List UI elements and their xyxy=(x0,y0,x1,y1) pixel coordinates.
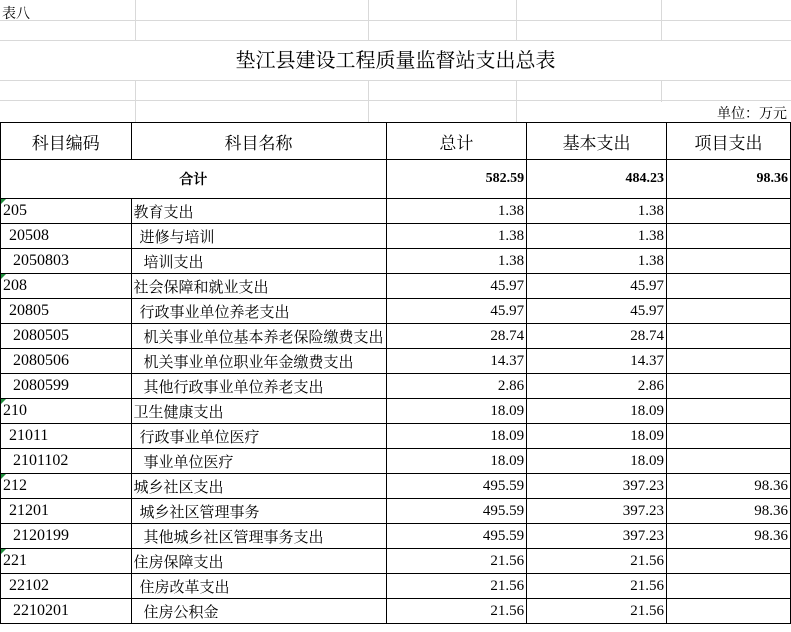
total-cell[interactable]: 2.86 xyxy=(386,374,527,399)
total-label[interactable]: 合计 xyxy=(1,160,387,199)
total-cell[interactable]: 1.38 xyxy=(386,199,527,224)
table-row xyxy=(1,474,791,499)
grid-line xyxy=(0,100,791,101)
name-cell[interactable]: 住房保障支出 xyxy=(131,549,386,574)
name-cell[interactable]: 其他城乡社区管理事务支出 xyxy=(131,524,386,549)
name-cell[interactable]: 培训支出 xyxy=(131,249,386,274)
code-cell[interactable]: 205 xyxy=(1,199,132,224)
total-project[interactable]: 98.36 xyxy=(666,160,790,199)
table-row xyxy=(1,499,791,524)
code-cell[interactable]: 2120199 xyxy=(1,524,132,549)
project-cell[interactable]: 98.36 xyxy=(666,524,790,549)
header-row xyxy=(1,123,791,160)
basic-cell[interactable]: 21.56 xyxy=(527,574,667,599)
name-cell[interactable]: 行政事业单位养老支出 xyxy=(131,299,386,324)
project-cell[interactable] xyxy=(666,199,790,224)
project-cell[interactable]: 98.36 xyxy=(666,474,790,499)
total-cell[interactable]: 45.97 xyxy=(386,274,527,299)
project-cell[interactable] xyxy=(666,324,790,349)
grid-line xyxy=(135,0,136,40)
basic-cell[interactable]: 397.23 xyxy=(527,499,667,524)
basic-cell[interactable]: 2.86 xyxy=(527,374,667,399)
basic-cell[interactable]: 28.74 xyxy=(527,324,667,349)
code-cell[interactable]: 2080506 xyxy=(1,349,132,374)
total-cell[interactable]: 495.59 xyxy=(386,499,527,524)
table-row xyxy=(1,599,791,624)
project-cell[interactable] xyxy=(666,449,790,474)
name-cell[interactable]: 行政事业单位医疗 xyxy=(131,424,386,449)
table-row xyxy=(1,449,791,474)
grid-line xyxy=(0,20,791,21)
name-cell[interactable]: 教育支出 xyxy=(131,199,386,224)
total-cell[interactable]: 495.59 xyxy=(386,474,527,499)
name-cell[interactable]: 社会保障和就业支出 xyxy=(131,274,386,299)
total-cell[interactable]: 45.97 xyxy=(386,299,527,324)
total-cell[interactable]: 18.09 xyxy=(386,449,527,474)
project-cell[interactable] xyxy=(666,399,790,424)
basic-cell[interactable]: 21.56 xyxy=(527,549,667,574)
name-cell[interactable]: 事业单位医疗 xyxy=(131,449,386,474)
total-cell[interactable]: 1.38 xyxy=(386,224,527,249)
page-title[interactable]: 垫江县建设工程质量监督站支出总表 xyxy=(235,48,556,72)
grid-line xyxy=(135,80,136,122)
total-cell[interactable]: 18.09 xyxy=(386,424,527,449)
header-name[interactable]: 科目名称 xyxy=(131,123,386,160)
code-cell[interactable]: 22102 xyxy=(1,574,132,599)
table-row xyxy=(1,224,791,249)
basic-cell[interactable]: 14.37 xyxy=(527,349,667,374)
project-cell[interactable] xyxy=(666,549,790,574)
basic-cell[interactable]: 1.38 xyxy=(527,224,667,249)
table-row xyxy=(1,324,791,349)
basic-cell[interactable]: 18.09 xyxy=(527,424,667,449)
project-cell[interactable] xyxy=(666,224,790,249)
total-cell[interactable]: 28.74 xyxy=(386,324,527,349)
name-cell[interactable]: 机关事业单位职业年金缴费支出 xyxy=(131,349,386,374)
total-cell[interactable]: 14.37 xyxy=(386,349,527,374)
grid-line xyxy=(368,80,369,122)
basic-cell[interactable]: 1.38 xyxy=(527,249,667,274)
code-cell[interactable]: 2080505 xyxy=(1,324,132,349)
grid-line xyxy=(661,0,662,40)
name-cell[interactable]: 机关事业单位基本养老保险缴费支出 xyxy=(131,324,386,349)
basic-cell[interactable]: 21.56 xyxy=(527,599,667,624)
header-total[interactable]: 总计 xyxy=(386,123,527,160)
basic-cell[interactable]: 397.23 xyxy=(527,524,667,549)
project-cell[interactable] xyxy=(666,299,790,324)
table-row xyxy=(1,524,791,549)
header-project[interactable]: 项目支出 xyxy=(666,123,790,160)
total-basic[interactable]: 484.23 xyxy=(527,160,667,199)
total-cell[interactable]: 495.59 xyxy=(386,524,527,549)
project-cell[interactable] xyxy=(666,574,790,599)
table-row xyxy=(1,199,791,224)
project-cell[interactable] xyxy=(666,249,790,274)
project-cell[interactable] xyxy=(666,599,790,624)
project-cell[interactable] xyxy=(666,424,790,449)
grid-line xyxy=(516,0,517,40)
code-cell[interactable]: 2101102 xyxy=(1,449,132,474)
code-cell[interactable]: 221 xyxy=(1,549,132,574)
name-cell[interactable]: 进修与培训 xyxy=(131,224,386,249)
basic-cell[interactable]: 397.23 xyxy=(527,474,667,499)
table-row xyxy=(1,349,791,374)
code-cell[interactable]: 208 xyxy=(1,274,132,299)
code-cell[interactable]: 2210201 xyxy=(1,599,132,624)
basic-cell[interactable]: 45.97 xyxy=(527,299,667,324)
project-cell[interactable] xyxy=(666,274,790,299)
sheet-tag[interactable]: 表八 xyxy=(2,6,30,22)
grid-line xyxy=(368,0,369,40)
grid-line xyxy=(0,80,791,81)
total-row xyxy=(1,160,791,199)
basic-cell[interactable]: 18.09 xyxy=(527,399,667,424)
code-cell[interactable]: 2050803 xyxy=(1,249,132,274)
total-cell[interactable]: 21.56 xyxy=(386,574,527,599)
name-cell[interactable]: 其他行政事业单位养老支出 xyxy=(131,374,386,399)
basic-cell[interactable]: 18.09 xyxy=(527,449,667,474)
grid-line xyxy=(661,80,662,102)
header-code[interactable]: 科目编码 xyxy=(1,123,132,160)
table-row xyxy=(1,274,791,299)
code-cell[interactable]: 212 xyxy=(1,474,132,499)
code-cell[interactable]: 210 xyxy=(1,399,132,424)
code-cell[interactable]: 20508 xyxy=(1,224,132,249)
code-cell[interactable]: 2080599 xyxy=(1,374,132,399)
table-row xyxy=(1,399,791,424)
name-cell[interactable]: 住房改革支出 xyxy=(131,574,386,599)
name-cell[interactable]: 城乡社区管理事务 xyxy=(131,499,386,524)
table-row xyxy=(1,424,791,449)
basic-cell[interactable]: 45.97 xyxy=(527,274,667,299)
name-cell[interactable]: 卫生健康支出 xyxy=(131,399,386,424)
code-cell[interactable]: 20805 xyxy=(1,299,132,324)
table-row xyxy=(1,374,791,399)
table-row xyxy=(1,574,791,599)
table-row xyxy=(1,549,791,574)
grid-line xyxy=(516,80,517,122)
unit-label[interactable]: 单位：万元 xyxy=(717,106,787,122)
code-cell[interactable]: 21011 xyxy=(1,424,132,449)
name-cell[interactable]: 住房公积金 xyxy=(131,599,386,624)
total-cell[interactable]: 21.56 xyxy=(386,599,527,624)
total-cell[interactable]: 21.56 xyxy=(386,549,527,574)
project-cell[interactable] xyxy=(666,349,790,374)
table-row xyxy=(1,249,791,274)
code-cell[interactable]: 21201 xyxy=(1,499,132,524)
expenditure-table xyxy=(0,122,791,624)
table-row xyxy=(1,299,791,324)
project-cell[interactable]: 98.36 xyxy=(666,499,790,524)
project-cell[interactable] xyxy=(666,374,790,399)
basic-cell[interactable]: 1.38 xyxy=(527,199,667,224)
total-cell[interactable]: 18.09 xyxy=(386,399,527,424)
total-cell[interactable]: 1.38 xyxy=(386,249,527,274)
header-basic[interactable]: 基本支出 xyxy=(527,123,667,160)
total-total[interactable]: 582.59 xyxy=(386,160,527,199)
name-cell[interactable]: 城乡社区支出 xyxy=(131,474,386,499)
